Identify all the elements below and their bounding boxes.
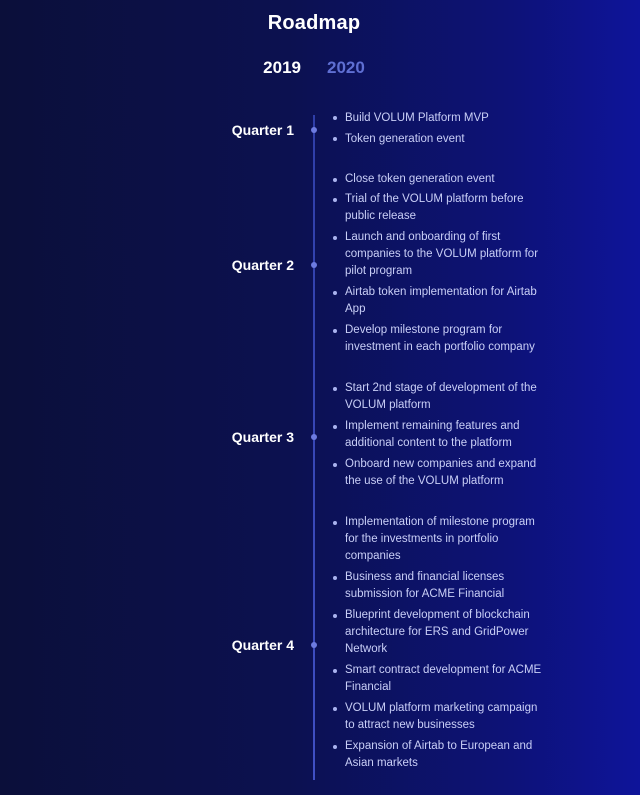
bullet-icon [333,521,337,525]
roadmap-item: Implement remaining features and additional content to the platform [345,420,520,449]
tab-year-2019[interactable]: 2019 [263,58,301,77]
roadmap-item: Develop milestone program for investment in each portfolio company [345,324,535,353]
quarter-1-label: Quarter 1 [231,122,294,138]
roadmap-item: Blueprint development of blockchain architecture for ERS and GridPower Network [345,609,530,655]
bullet-icon [333,387,337,391]
bullet-icon [333,707,337,711]
roadmap-item: Close token generation event [345,173,495,185]
quarter-3-marker [311,434,317,440]
quarter-2-label: Quarter 2 [231,257,294,273]
bullet-icon [333,669,337,673]
bullet-icon [333,137,337,141]
roadmap-item: VOLUM platform marketing campaign to attract new businesses [345,702,538,731]
bullet-icon [333,198,337,202]
tab-year-2020[interactable]: 2020 [327,58,365,77]
quarter-1-marker [311,127,317,133]
roadmap-item: Token generation event [345,133,465,145]
bullet-icon [333,425,337,429]
quarter-4-label: Quarter 4 [231,637,294,653]
roadmap-item: Smart contract development for ACME Financial [345,664,542,693]
page-title: Roadmap [267,12,361,34]
year-tabs [0,58,628,78]
quarter-2-marker [311,262,317,268]
bullet-icon [333,178,337,182]
bullet-icon [333,236,337,240]
roadmap-item: Airtab token implementation for Airtab App [345,286,537,315]
roadmap-item: Implementation of milestone program for the investments in portfolio companies [345,516,535,562]
roadmap-item: Build VOLUM Platform MVP [345,112,489,124]
quarter-3-label: Quarter 3 [231,429,294,445]
quarter-4-marker [311,642,317,648]
bullet-icon [333,576,337,580]
roadmap-item: Trial of the VOLUM platform before public release [345,193,524,222]
bullet-icon [333,463,337,467]
bullet-icon [333,116,337,120]
roadmap-item: Start 2nd stage of development of the VOLUM platform [345,382,537,411]
bullet-icon [333,614,337,618]
roadmap-item: Business and financial licenses submission for ACME Financial [345,571,505,600]
bullet-icon [333,745,337,749]
bullet-icon [333,329,337,333]
roadmap-item: Launch and onboarding of first companies to the VOLUM platform for pilot program [345,231,539,277]
bullet-icon [333,291,337,295]
timeline-line [313,115,315,780]
roadmap-item: Expansion of Airtab to European and Asian markets [345,740,533,769]
roadmap-item: Onboard new companies and expand the use of the VOLUM platform [345,458,537,487]
